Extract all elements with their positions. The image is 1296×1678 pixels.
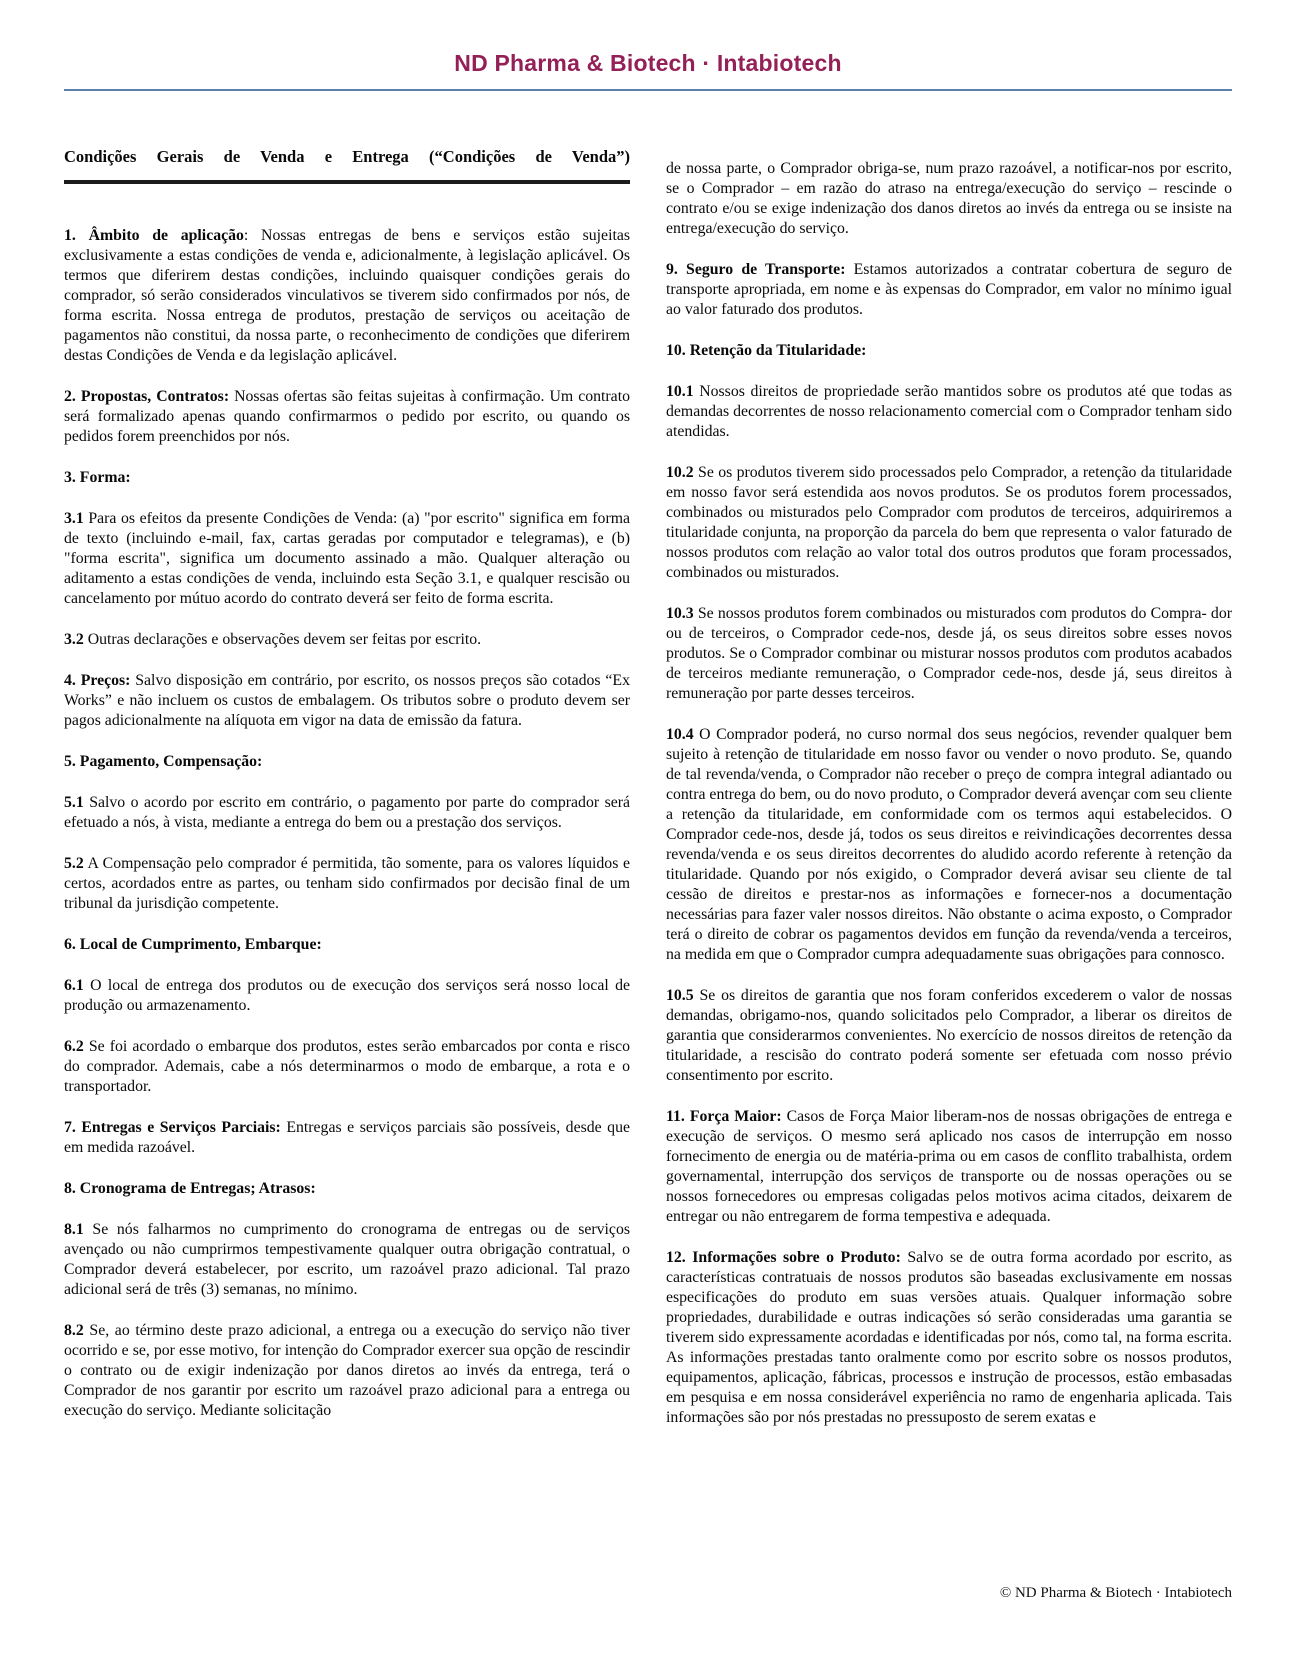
section-10-3-heading: 10.3 (666, 605, 694, 622)
section-11: 11. Força Maior: Casos de Força Maior liberam-nos de nossas obrigações de entrega e execução de serviços. O mesmo será aplicado nos casos de interrupção em nosso fornecimento de energia ou de matéria-prima ou em casos de conflito trabalhista, ordem governamental, interrupção dos serviços de transporte ou de nossas operações ou se nossos fornecedores ou empresas coligadas pelos motivos acima citados, deixarem de entregar ou não entregarem de forma tempestiva e adequada. (666, 1108, 1232, 1225)
section-5-heading-heading: 5. Pagamento, Compensação: (64, 753, 263, 770)
section-12-heading: 12. Informações sobre o Produto: (666, 1249, 901, 1266)
section-3-1: 3.1 Para os efeitos da presente Condições de Venda: (a) "por escrito" significa em forma de texto (incluindo e-mail, fax, cartas geradas por computador e telegramas), e (b) "forma escrita", significa um documento assinado a mão. Qualquer alteração ou aditamento a estas condições de venda, incluindo esta Seção 3.1, e qualquer rescisão ou cancelamento por mútuo acordo do contrato deverá ser feito de forma escrita. (64, 510, 630, 607)
section-5-2: 5.2 A Compensação pelo comprador é permitida, tão somente, para os valores líquidos e certos, acordados entre as partes, ou tenham sido confirmados por decisão final de um tribunal da jurisdição competente. (64, 855, 630, 912)
left-paragraphs (64, 226, 630, 1421)
section-3-2: 3.2 Outras declarações e observações devem ser feitas por escrito. (64, 631, 482, 648)
section-6-2: 6.2 Se foi acordado o embarque dos produtos, estes serão embarcados por conta e risco do comprador. Ademais, cabe a nós determinarmos o modo de embarque, a rota e o transportador. (64, 1038, 630, 1095)
section-1-heading: 1. Âmbito de aplicação (64, 227, 244, 244)
page-footer (666, 1585, 1232, 1602)
section-5-1: 5.1 Salvo o acordo por escrito em contrário, o pagamento por parte do comprador será efetuado a nós, à vista, mediante a entrega do bem ou a prestação dos serviços. (64, 794, 630, 831)
document-body (64, 147, 1232, 1449)
section-2: 2. Propostas, Contratos: Nossas ofertas são feitas sujeitas à confirmação. Um contrato será formalizado apenas quando confirmarmos o pedido por escrito, ou quando os pedidos forem preenchidos por nós. (64, 388, 630, 445)
section-11-heading: 11. Força Maior: (666, 1108, 782, 1125)
section-10-5: 10.5 Se os direitos de garantia que nos foram conferidos excederem o valor de nossas demandas, obrigamo-nos, quando solicitados pelo Comprador, a liberar os direitos de garantia que considerarmos convenientes. No exercício de nossos direitos de retenção da titularidade, a rescisão do contrato poderá somente ser efetuada com nosso prévio consentimento por escrito. (666, 987, 1232, 1084)
section-10-heading-heading: 10. Retenção da Titularidade: (666, 342, 867, 359)
section-10-4-heading: 10.4 (666, 726, 694, 743)
right-column (666, 147, 1232, 1449)
section-9-heading: 9. Seguro de Transporte: (666, 261, 846, 278)
section-6-1: 6.1 O local de entrega dos produtos ou de execução dos serviços será nosso local de produção ou armazenamento. (64, 977, 630, 1014)
section-6-heading (64, 935, 630, 955)
section-5-2-heading: 5.2 (64, 855, 84, 872)
section-12: 12. Informações sobre o Produto: Salvo se de outra forma acordado por escrito, as características contratuais de nossos produtos são baseadas exclusivamente em nossas especificações do produto em suas versões atuais. Qualquer informação sobre propriedades, durabilidade e outras indicações só serão consideradas uma garantia se tiverem sido expressamente acordadas e identificadas por nós, como tal, na forma escrita. As informações prestadas tanto oralmente como por escrito sobre os nossos produtos, equipamentos, aplicação, fábricas, processos e instrução de processos, estão embasadas em pesquisa e em nossa considerável experiência no ramo de engenharia aplicada. Tais informações são por nós prestadas no pressuposto de serem exatas e (666, 1249, 1232, 1426)
section-6-1-heading: 6.1 (64, 977, 84, 994)
section-7-heading: 7. Entregas e Serviços Parciais: (64, 1119, 281, 1136)
section-3-2-heading: 3.2 (64, 631, 84, 648)
left-column (64, 147, 630, 1449)
section-3-heading-heading: 3. Forma: (64, 469, 131, 486)
section-5-heading (64, 752, 630, 772)
section-8-2-continuation: de nossa parte, o Comprador obriga-se, num prazo razoável, a notificar-nos por escrito, se o Comprador – em razão do atraso na entrega/execução do serviço – rescinde o contrato e/ou se exige indenização dos danos diretos ao invés da entrega ou se insiste na entrega/execução do serviço. (666, 160, 1232, 237)
section-3-heading (64, 468, 630, 488)
section-1: 1. Âmbito de aplicação: Nossas entregas de bens e serviços estão sujeitas exclusivamente a estas condições de venda e, adicionalmente, à legislação aplicável. Os termos que diferirem destas condições, incluindo quaisquer condições gerais do comprador, só serão considerados vinculativos se tiverem sido confirmados por nós, de forma escrita. Nossa entrega de produtos, prestação de serviços ou aceitação de pagamentos não constitui, da nossa parte, o reconhecimento de condições que diferirem destas Condições de Venda e da legislação aplicável. (64, 227, 631, 364)
section-3-1-heading: 3.1 (64, 510, 84, 527)
section-10-1-heading: 10.1 (666, 383, 694, 400)
section-10-2: 10.2 Se os produtos tiverem sido processados pelo Comprador, a retenção da titularidade em nosso favor será estendida aos novos produtos. Se os produtos forem processados, combinados ou misturados pelo Comprador com produtos de terceiros, adquiriremos a titularidade conjunta, na proporção da parcela do bem que representa o valor faturado de nossos produtos com relação ao valor total dos outros produtos que foram processados, combinados ou misturados. (666, 464, 1232, 581)
section-7: 7. Entregas e Serviços Parciais: Entregas e serviços parciais são possíveis, desde que em medida razoável. (64, 1119, 630, 1156)
section-8-1: 8.1 Se nós falharmos no cumprimento do cronograma de entregas ou de serviços avençado ou não cumprirmos tempestivamente qualquer outra obrigação contratual, o Comprador deverá estabelecer, por escrito, um razoável prazo adicional. Tal prazo adicional será de três (3) semanas, no mínimo. (64, 1221, 630, 1298)
section-6-heading-heading: 6. Local de Cumprimento, Embarque: (64, 936, 322, 953)
section-9: 9. Seguro de Transporte: Estamos autorizados a contratar cobertura de seguro de transporte apropriada, em nome e às expensas do Comprador, em valor no mínimo igual ao valor faturado dos produtos. (666, 261, 1233, 318)
section-8-1-heading: 8.1 (64, 1221, 84, 1238)
section-2-heading: 2. Propostas, Contratos: (64, 388, 230, 405)
title-rule (64, 180, 630, 184)
section-8-heading (64, 1179, 630, 1199)
section-8-2: 8.2 Se, ao término deste prazo adicional, a entrega ou a execução do serviço não tiver ocorrido e se, por esse motivo, for intenção do Comprador exercer sua opção de rescindir o contrato ou de exigir indenização por danos diretos ao invés da entrega, terá o Comprador de nos garantir por escrito um razoável prazo adicional para a entrega ou execução do serviço. Mediante solicitação (64, 1322, 630, 1419)
section-8-2-heading: 8.2 (64, 1322, 84, 1339)
section-6-2-heading: 6.2 (64, 1038, 84, 1055)
copyright-text: © ND Pharma & Biotech · Intabiotech (999, 1585, 1232, 1601)
section-10-heading (666, 341, 1232, 361)
section-8-heading-heading: 8. Cronograma de Entregas; Atrasos: (64, 1180, 316, 1197)
section-10-3: 10.3 Se nossos produtos forem combinados ou misturados com produtos do Compra- dor ou de terceiros, o Comprador cede-nos, desde já, os seus direitos sobre esses novos produtos. Se o Comprador combinar ou misturar nossos produtos com produtos acabados de terceiros mediante remuneração, o Comprador cede-nos, desde já, seus direitos à remuneração por parte desses terceiros. (666, 605, 1232, 702)
right-paragraphs (666, 159, 1232, 1428)
section-4: 4. Preços: Salvo disposição em contrário, por escrito, os nossos preços são cotados “Ex Works” e não incluem os custos de embalagem. Os tributos sobre o produto devem ser pagos adicionalmente na alíquota em vigor na data de emissão da fatura. (64, 672, 630, 729)
section-10-1: 10.1 Nossos direitos de propriedade serão mantidos sobre os produtos até que todas as demandas decorrentes de nosso relacionamento comercial com o Comprador tenham sido atendidas. (666, 383, 1232, 440)
section-4-heading: 4. Preços: (64, 672, 131, 689)
page-header (64, 0, 1232, 91)
section-10-5-heading: 10.5 (666, 987, 694, 1004)
company-title: ND Pharma & Biotech · Intabiotech (454, 50, 842, 76)
section-10-4: 10.4 O Comprador poderá, no curso normal dos seus negócios, revender qualquer bem sujeito à retenção de titularidade em nosso favor ou vender o novo produto. Se, quando de tal revenda/venda, o Comprador não receber o preço de compra integral adiantado ou contra entrega do bem, ou do novo produto, o Comprador deverá avençar com seu cliente a retenção da titularidade, em conformidade com os termos aqui estabelecidos. O Comprador cede-nos, desde já, todos os seus direitos e reivindicações decorrentes dessa revenda/venda e os seus direitos decorrentes do aludido acordo referente à retenção da titularidade. Quando por nós exigido, o Comprador deverá avisar seu cliente de tal cessão de direitos e prestar-nos as informações e fornecer-nos a documentação necessárias para fazer valer nossos direitos. Não obstante o acima exposto, o Comprador terá o direito de cobrar os pagamentos devidos em função da revenda/venda a terceiros, na medida em que o Comprador cumpra adequadamente suas obrigações para connosco. (666, 726, 1232, 963)
document-title: Condições Gerais de Venda e Entrega (“Condições de Venda”) (64, 147, 630, 166)
section-5-1-heading: 5.1 (64, 794, 84, 811)
section-10-2-heading: 10.2 (666, 464, 694, 481)
